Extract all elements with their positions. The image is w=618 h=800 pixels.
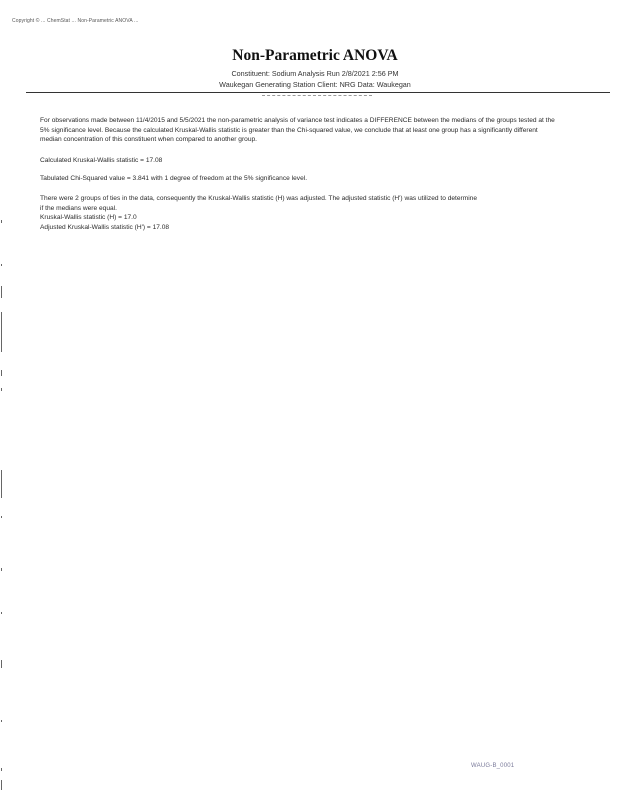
tabulated-chi-squared: Tabulated Chi-Squared value = 3.841 with 1 degree of freedom at the 5% significance level.: [40, 175, 308, 182]
document-id: WAUG-B_0001: [471, 763, 515, 769]
subtitle-site-line: Waukegan Generating Station Client: NRG Data: Waukegan: [219, 80, 411, 89]
header-divider-faint: [262, 95, 372, 96]
subtitle-analysis-line: Constituent: Sodium Analysis Run 2/8/2021 2:56 PM: [231, 69, 399, 78]
kruskal-wallis-statistic: Kruskal-Wallis statistic (H) = 17.0: [40, 214, 137, 221]
conclusion-paragraph: For observations made between 11/4/2015 and 5/5/2021 the non-parametric analysis of variance test indicates a DIFFERENCE between the medians of the groups tested at the 5% significance level. Because the calculated Kruskal-Wallis statistic is greater than the Chi-squared value, we conclude that at least one group has a significantly different median concentration of this constituent when compared to another group.: [40, 117, 555, 143]
ties-section: [40, 194, 560, 232]
ties-note-line-2: if the medians were equal.: [40, 204, 117, 212]
header-note: Copyright © ... ChemStat ... Non-Parametric ANOVA ...: [12, 18, 139, 24]
calculated-statistic: Calculated Kruskal-Wallis statistic = 17.08: [40, 157, 163, 164]
ties-note-line-1: There were 2 groups of ties in the data, consequently the Kruskal-Wallis statistic (H) was adjusted. The adjusted statistic (H') was utilized to determine: [40, 195, 478, 202]
header-divider: [26, 92, 610, 93]
scan-edge-marks: [1, 220, 3, 795]
page-title: Non-Parametric ANOVA: [232, 47, 398, 64]
adjusted-kruskal-wallis-statistic: Adjusted Kruskal-Wallis statistic (H') = 17.08: [40, 223, 170, 231]
